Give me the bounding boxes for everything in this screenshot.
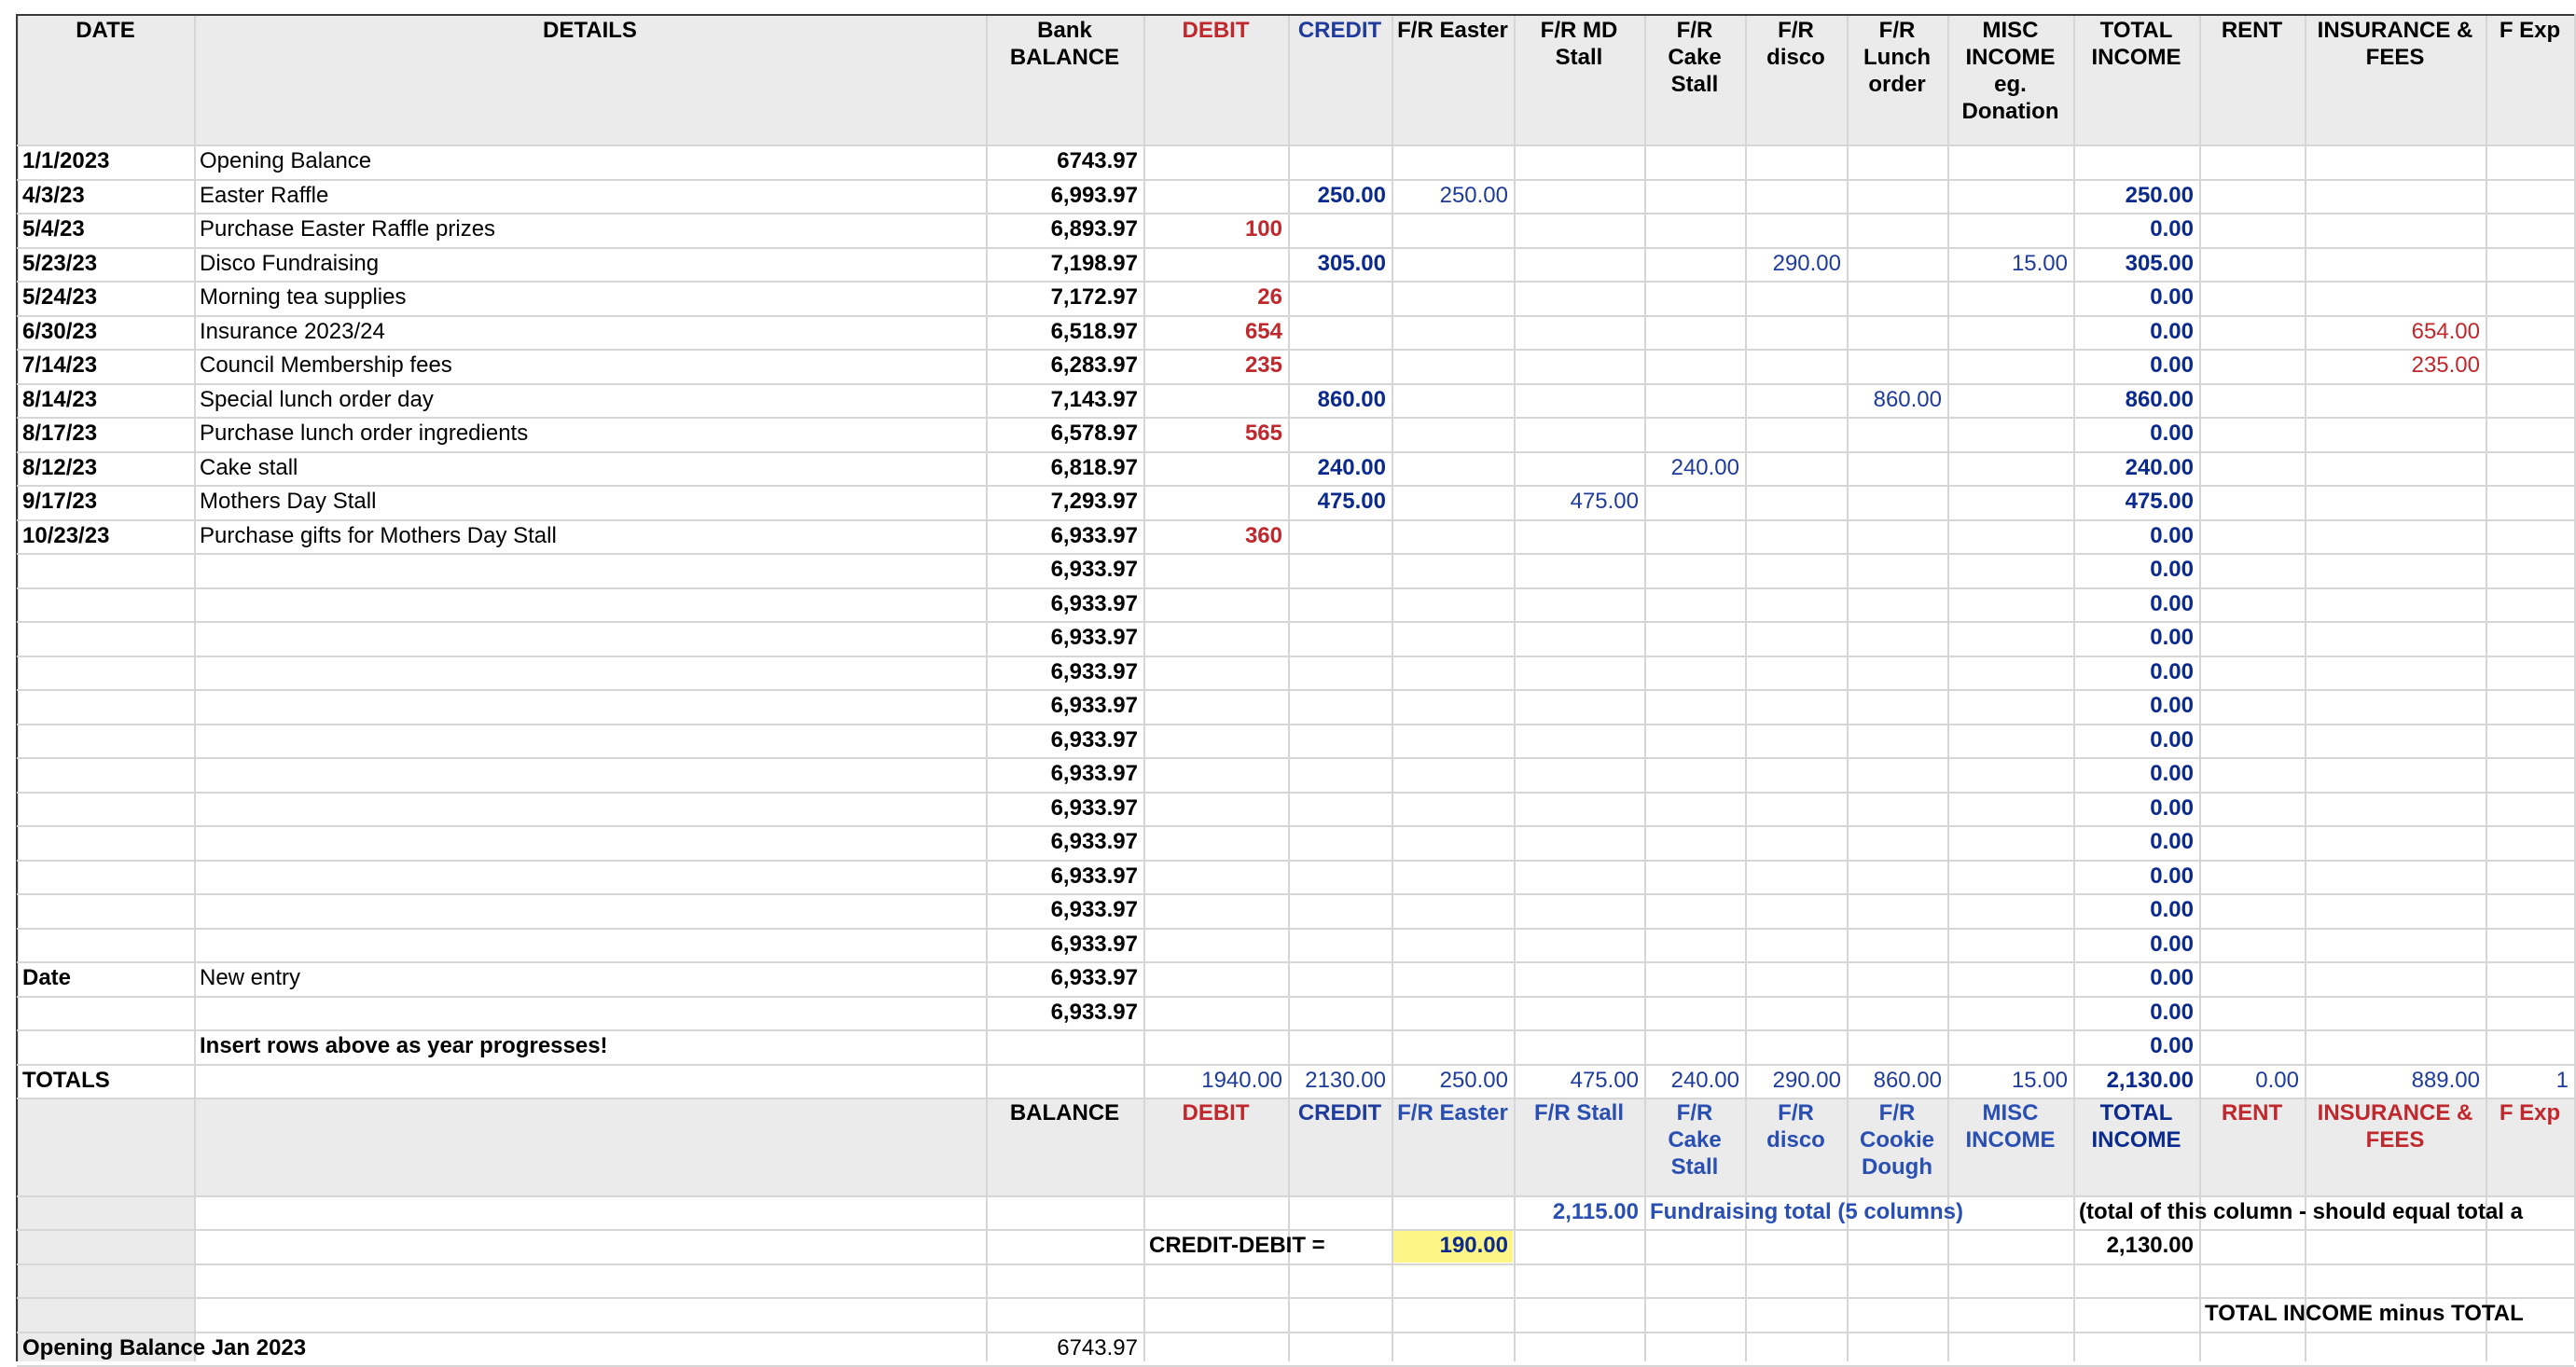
cell-total[interactable]: 0.00: [2150, 1033, 2194, 1058]
cell-details[interactable]: Council Membership fees: [200, 352, 452, 378]
cell-balance[interactable]: 6,518.97: [1050, 318, 1138, 344]
cell-balance[interactable]: 6,933.97: [1050, 658, 1138, 684]
cell-total[interactable]: 0.00: [2150, 421, 2194, 446]
cell-balance[interactable]: 6,933.97: [1050, 863, 1138, 889]
totals-fexp: 1: [2555, 1067, 2569, 1093]
footer-column-header: MISC INCOME: [1965, 1100, 2056, 1153]
cell-balance[interactable]: 6,933.97: [1050, 522, 1138, 548]
grid-hline: [17, 1263, 2574, 1265]
cell-details[interactable]: Purchase Easter Raffle prizes: [200, 216, 496, 242]
cell-details[interactable]: Insurance 2023/24: [200, 318, 385, 344]
cell-insurance[interactable]: 235.00: [2411, 352, 2480, 378]
grid-hline: [17, 213, 2574, 214]
cell-total[interactable]: 0.00: [2150, 761, 2194, 786]
cell-balance[interactable]: 6,933.97: [1050, 794, 1138, 821]
column-note: (total of this column - should equal total a: [2079, 1199, 2523, 1224]
cell-balance[interactable]: 6,933.97: [1050, 590, 1138, 616]
cell-credit[interactable]: 305.00: [1317, 250, 1386, 276]
cell-total[interactable]: 0.00: [2150, 965, 2194, 990]
cell-misc[interactable]: 15.00: [2011, 250, 2068, 276]
cell-debit[interactable]: 565: [1244, 421, 1282, 446]
grid-hline: [17, 179, 2574, 181]
grid-hline: [17, 928, 2574, 930]
grid-hline: [17, 621, 2574, 623]
totals-md: 475.00: [1570, 1067, 1639, 1093]
column-header: F/R Cake Stall: [1668, 18, 1722, 97]
cell-date[interactable]: 1/1/2023: [22, 148, 110, 173]
column-header: F/R disco: [1766, 18, 1825, 70]
grid-hline: [17, 485, 2574, 487]
cell-balance[interactable]: 6,933.97: [1050, 999, 1138, 1025]
cell-debit[interactable]: 235: [1244, 352, 1282, 378]
cell-insurance[interactable]: 654.00: [2411, 318, 2480, 344]
column-header: INSURANCE & FEES: [2317, 18, 2473, 70]
cell-total[interactable]: 0.00: [2150, 999, 2194, 1025]
cell-total[interactable]: 0.00: [2150, 863, 2194, 889]
cell-balance[interactable]: 6,933.97: [1050, 829, 1138, 854]
cell-credit[interactable]: 860.00: [1317, 386, 1386, 412]
totals-credit: 2130.00: [1305, 1067, 1386, 1093]
cell-total[interactable]: 305.00: [2125, 250, 2194, 276]
cell-date[interactable]: 8/12/23: [22, 454, 98, 480]
cell-lunch[interactable]: 860.00: [1873, 386, 1942, 412]
income-minus-label: TOTAL INCOME minus TOTAL: [2205, 1301, 2524, 1326]
totals-misc: 15.00: [2011, 1067, 2068, 1093]
cell-date[interactable]: 8/14/23: [22, 386, 98, 412]
cell-cake[interactable]: 240.00: [1670, 454, 1739, 480]
cell-total[interactable]: 860.00: [2125, 386, 2194, 412]
fundraising-total-label: Fundraising total (5 columns): [1650, 1199, 1964, 1224]
grid-hline: [17, 451, 2574, 453]
cell-total[interactable]: 475.00: [2125, 489, 2194, 514]
cell-disco[interactable]: 290.00: [1772, 250, 1841, 276]
cell-balance[interactable]: 7,172.97: [1050, 284, 1138, 310]
cell-debit[interactable]: 360: [1244, 522, 1282, 548]
cell-balance[interactable]: 6,933.97: [1050, 931, 1138, 957]
totals-total: 2,130.00: [2106, 1067, 2194, 1093]
grid-hline: [17, 724, 2574, 725]
fundraising-total-value: 2,115.00: [1552, 1199, 1639, 1224]
cell-credit[interactable]: 240.00: [1317, 454, 1386, 480]
cell-details[interactable]: New entry: [200, 965, 301, 990]
cell-details[interactable]: Cake stall: [200, 454, 298, 480]
cell-date[interactable]: 10/23/23: [22, 522, 110, 548]
cell-balance[interactable]: 7,293.97: [1050, 489, 1138, 514]
column-header: F/R Easter: [1397, 18, 1508, 43]
column-header: Bank BALANCE: [1009, 18, 1120, 70]
cell-total[interactable]: 0.00: [2150, 216, 2194, 242]
cell-date[interactable]: 5/24/23: [22, 284, 98, 310]
column-header: RENT: [2221, 18, 2283, 43]
cell-total[interactable]: 0.00: [2150, 352, 2194, 378]
cell-balance[interactable]: 6,933.97: [1050, 897, 1138, 922]
column-header: DATE: [76, 18, 135, 43]
column-header: DEBIT: [1182, 18, 1250, 43]
grid-hline: [17, 1195, 2574, 1197]
cell-balance[interactable]: 6,818.97: [1050, 454, 1138, 480]
grid-hline: [17, 689, 2574, 691]
cell-balance[interactable]: 6,578.97: [1050, 421, 1138, 446]
column-header: F Exp: [2499, 18, 2561, 43]
cell-date[interactable]: 6/30/23: [22, 318, 98, 344]
totals-cake: 240.00: [1670, 1067, 1739, 1093]
cell-total[interactable]: 240.00: [2125, 454, 2194, 480]
cell-details[interactable]: Opening Balance: [200, 148, 372, 173]
grid-hline: [17, 792, 2574, 794]
grid-hline: [17, 519, 2574, 521]
grid-hline: [17, 1029, 2574, 1031]
grid-vline: [2574, 14, 2576, 1361]
cell-total[interactable]: 0.00: [2150, 625, 2194, 650]
cell-md[interactable]: 475.00: [1570, 489, 1639, 514]
grid-hline: [17, 1064, 2574, 1066]
footer-column-header: CREDIT: [1297, 1100, 1382, 1125]
grid-hline: [17, 281, 2574, 283]
opening-balance-value: 6743.97: [1057, 1335, 1138, 1360]
grid-hline: [17, 1297, 2574, 1299]
cell-balance[interactable]: 6,933.97: [1050, 693, 1138, 718]
footer-column-header: F/R Cake Stall: [1668, 1100, 1722, 1180]
cell-total[interactable]: 0.00: [2150, 931, 2194, 957]
grid-hline: [17, 825, 2574, 827]
cell-balance[interactable]: 6,893.97: [1050, 216, 1138, 242]
cell-details[interactable]: Morning tea supplies: [200, 284, 407, 310]
cell-date[interactable]: 5/4/23: [22, 216, 85, 242]
cell-debit[interactable]: 100: [1244, 216, 1282, 242]
cell-date[interactable]: 5/23/23: [22, 250, 98, 276]
footer-column-header: F/R Cookie Dough: [1859, 1100, 1934, 1180]
grid-hline: [17, 961, 2574, 963]
cell-debit[interactable]: 654: [1244, 318, 1282, 344]
cell-easter[interactable]: 250.00: [1439, 182, 1508, 208]
footer-column-header: RENT: [2221, 1100, 2283, 1125]
grid-hline: [17, 757, 2574, 759]
cell-date[interactable]: Date: [22, 965, 72, 990]
cell-total[interactable]: 0.00: [2150, 522, 2194, 548]
cell-total[interactable]: 0.00: [2150, 284, 2194, 310]
footer-column-header: F/R Easter: [1397, 1100, 1508, 1125]
grid-hline: [17, 417, 2574, 419]
totals-debit: 1940.00: [1201, 1067, 1282, 1093]
grid-hline: [17, 315, 2574, 317]
cell-date[interactable]: 4/3/23: [22, 182, 85, 208]
grid-hline: [17, 893, 2574, 895]
cell-details[interactable]: Insert rows above as year progresses!: [200, 1033, 608, 1058]
cell-date[interactable]: 8/17/23: [22, 421, 98, 446]
cell-date[interactable]: 7/14/23: [22, 352, 98, 378]
cell-debit[interactable]: 26: [1257, 284, 1282, 310]
total-income-summary: 2,130.00: [2106, 1233, 2194, 1258]
footer-column-header: F/R disco: [1766, 1100, 1825, 1153]
grid-hline: [17, 383, 2574, 385]
cell-balance[interactable]: 6,933.97: [1050, 965, 1138, 990]
cell-total[interactable]: 250.00: [2125, 182, 2194, 208]
grid-hline: [17, 349, 2574, 351]
footer-column-header: BALANCE: [1009, 1100, 1120, 1125]
cell-balance[interactable]: 6,283.97: [1050, 352, 1138, 378]
cell-details[interactable]: Easter Raffle: [200, 182, 329, 208]
cell-total[interactable]: 0.00: [2150, 794, 2194, 821]
grid-hline: [17, 656, 2574, 657]
totals-easter: 250.00: [1439, 1067, 1508, 1093]
totals-disco: 290.00: [1772, 1067, 1841, 1093]
column-header: CREDIT: [1297, 18, 1382, 43]
cell-balance[interactable]: 6,933.97: [1050, 761, 1138, 786]
cell-total[interactable]: 0.00: [2150, 318, 2194, 344]
cell-total[interactable]: 0.00: [2150, 590, 2194, 616]
grid-hline: [17, 1332, 2574, 1333]
totals-rent: 0.00: [2255, 1067, 2299, 1093]
column-header: MISC INCOME eg. Donation: [1961, 18, 2059, 124]
footer-column-header: INSURANCE & FEES: [2317, 1100, 2473, 1153]
column-header: DETAILS: [543, 18, 637, 43]
grid-hline: [17, 587, 2574, 589]
cell-details[interactable]: Mothers Day Stall: [200, 489, 377, 514]
grid-hline: [17, 145, 2574, 146]
cell-credit[interactable]: 250.00: [1317, 182, 1386, 208]
cell-total[interactable]: 0.00: [2150, 693, 2194, 718]
totals-lunch: 860.00: [1873, 1067, 1942, 1093]
cell-details[interactable]: Special lunch order day: [200, 386, 434, 412]
footer-column-header: F/R Stall: [1533, 1100, 1624, 1125]
cell-balance[interactable]: 6,933.97: [1050, 625, 1138, 650]
cell-total[interactable]: 0.00: [2150, 829, 2194, 854]
cell-details[interactable]: Purchase lunch order ingredients: [200, 421, 529, 446]
cell-total[interactable]: 0.00: [2150, 726, 2194, 753]
cell-total[interactable]: 0.00: [2150, 557, 2194, 582]
credit-debit-label: CREDIT-DEBIT =: [1149, 1233, 1325, 1258]
cell-total[interactable]: 0.00: [2150, 658, 2194, 684]
cell-balance[interactable]: 6,933.97: [1050, 557, 1138, 582]
cell-balance[interactable]: 7,198.97: [1050, 250, 1138, 276]
grid-hline: [17, 553, 2574, 555]
cell-balance[interactable]: 7,143.97: [1050, 386, 1138, 412]
grid-hline: [17, 247, 2574, 249]
cell-credit[interactable]: 475.00: [1317, 489, 1386, 514]
cell-balance[interactable]: 6743.97: [1057, 148, 1138, 173]
totals-insurance: 889.00: [2411, 1067, 2480, 1093]
cell-balance[interactable]: 6,993.97: [1050, 182, 1138, 208]
totals-label: TOTALS: [22, 1067, 110, 1093]
cell-details[interactable]: Disco Fundraising: [200, 250, 380, 276]
footer-column-header: TOTAL INCOME: [2091, 1100, 2181, 1153]
column-header: F/R MD Stall: [1540, 18, 1618, 70]
cell-details[interactable]: Purchase gifts for Mothers Day Stall: [200, 522, 557, 548]
cell-date[interactable]: 9/17/23: [22, 489, 98, 514]
cell-total[interactable]: 0.00: [2150, 897, 2194, 922]
footer-column-header: DEBIT: [1182, 1100, 1250, 1125]
cell-balance[interactable]: 6,933.97: [1050, 726, 1138, 753]
grid-hline: [17, 996, 2574, 998]
grid-hline: [17, 860, 2574, 862]
column-header: TOTAL INCOME: [2091, 18, 2181, 70]
footer-column-header: F Exp: [2499, 1100, 2561, 1125]
column-header: F/R Lunch order: [1863, 18, 1931, 97]
credit-debit-value: 190.00: [1439, 1233, 1508, 1258]
opening-balance-label: Opening Balance Jan 2023: [22, 1335, 307, 1360]
